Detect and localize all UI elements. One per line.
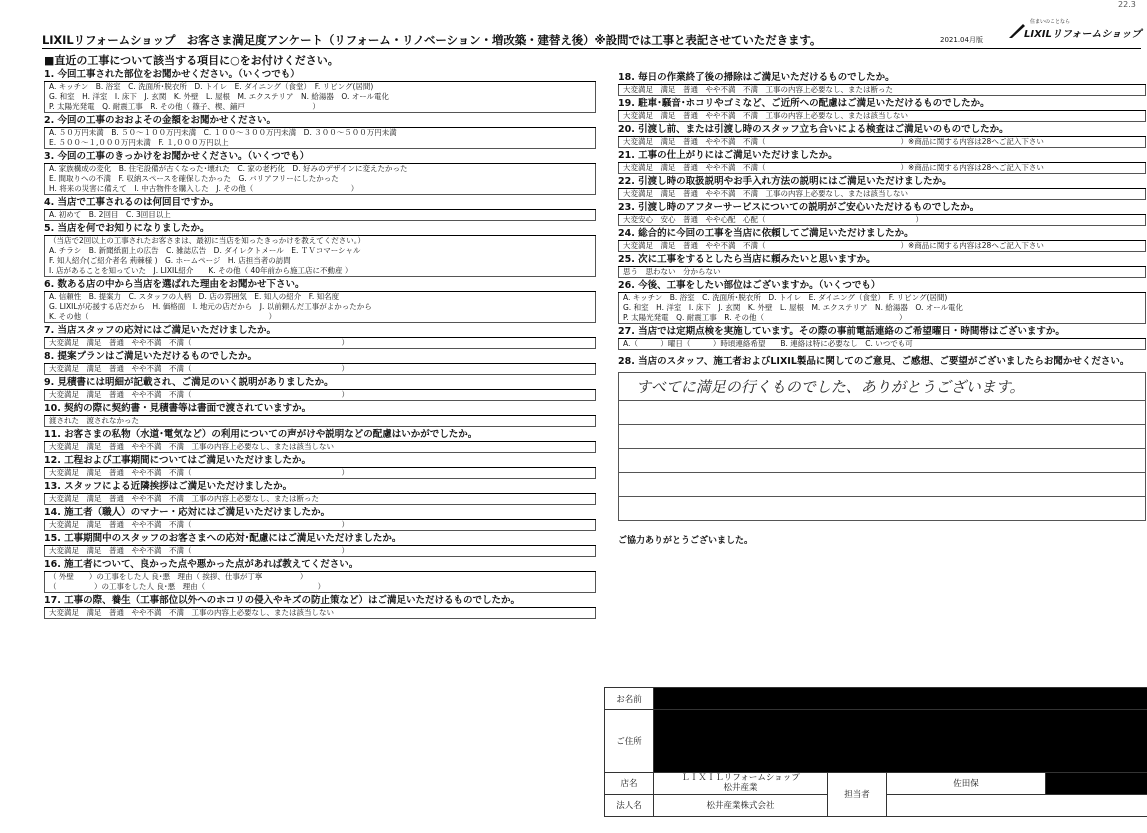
question-title: 5. 当店を何でお知りになりましたか。 xyxy=(44,222,596,236)
comment-line xyxy=(618,425,1146,449)
right-question xyxy=(618,123,1146,148)
answer-row: A. 信頼性 B. 提案力 C. スタッフの人柄 D. 店の雰囲気 E. 知人の紹介 F. 知名度 xyxy=(49,292,340,301)
question-title: 10. 契約の際に契約書・見積書等は書面で渡されていますか。 xyxy=(44,402,596,416)
answer-row: E. ５００～１,０００万円未満 F. １,０００万円以上 xyxy=(49,138,229,147)
right-question xyxy=(618,71,1146,96)
logo-text: LIXILリフォームショップ xyxy=(1024,29,1142,40)
answer-row: 渡された 渡されなかった xyxy=(49,416,139,425)
corp-label: 法人名 xyxy=(605,794,654,816)
answer-row: A. チラシ B. 新聞紙面上の広告 C. 雑誌広告 D. ダイレクトメール E. ＴＶコマーシャル xyxy=(49,246,361,255)
left-question xyxy=(44,222,596,277)
answer-options[interactable] xyxy=(44,128,596,149)
customer-info-table xyxy=(604,687,1147,817)
right-question xyxy=(618,227,1146,252)
answer-row: 大変満足 満足 普通 やや不満 不満 工事の内容上必要なし、または該当しない xyxy=(49,608,334,617)
survey-title: LIXILリフォームショップ お客さま満足度アンケート（リフォーム・リノベーション・増改築・建替え後）※設問では工事と表記させていただきます。 xyxy=(42,33,822,47)
answer-options[interactable] xyxy=(618,189,1146,200)
question-title: 22. 引渡し時の取扱説明やお手入れ方法の説明にはご満足いただけましたか。 xyxy=(618,175,1146,189)
answer-options[interactable] xyxy=(618,137,1146,148)
left-question xyxy=(44,428,596,453)
answer-row: H. 将来の災害に備えて I. 中古物件を購入した J. その他（ ） xyxy=(49,184,359,193)
answer-row: （ ）の工事をした人 良･悪 理由（ ） xyxy=(49,582,326,591)
left-question xyxy=(44,350,596,375)
left-question xyxy=(44,278,596,323)
answer-row: K. その他（ ） xyxy=(49,312,277,321)
answer-options[interactable] xyxy=(44,292,596,323)
answer-options[interactable] xyxy=(618,293,1146,324)
answer-row: 大変満足 満足 普通 やや不満 不満 工事の内容上必要なし、または該当しない xyxy=(49,442,334,451)
question-title: 3. 今回の工事のきっかけをお聞かせください。（いくつでも） xyxy=(44,150,596,164)
question-title: 21. 工事の仕上がりにはご満足いただけましたか。 xyxy=(618,149,1146,163)
answer-row: I. 店があることを知っていた J. LIXIL紹介 K. その他（ 40年前から施工店に不動産 ） xyxy=(49,266,353,275)
left-question xyxy=(44,402,596,427)
answer-options[interactable] xyxy=(618,339,1146,350)
answer-options[interactable] xyxy=(44,210,596,221)
answer-row: G. 和室 H. 洋室 I. 床下 J. 玄関 K. 外壁 L. 屋根 M. エクステリア N. 給湯器 O. オール電化 xyxy=(623,303,964,312)
answer-row: G. 和室 H. 洋室 I. 床下 J. 玄関 K. 外壁 L. 屋根 M. エクステリア N. 給湯器 O. オール電化 xyxy=(49,92,390,101)
answer-options[interactable] xyxy=(44,494,596,505)
answer-options[interactable] xyxy=(618,85,1146,96)
answer-row: 大変満足 満足 普通 やや不満 不満 工事の内容上必要なし、または該当しない xyxy=(623,111,908,120)
question-title: 27. 当店では定期点検を実施しています。その際の事前電話連絡のご希望曜日・時間帯はございますか。 xyxy=(618,325,1146,339)
answer-row: 大変満足 満足 普通 やや不満 不満（ ） xyxy=(49,338,349,347)
question-title: 7. 当店スタッフの応対にはご満足いただけましたか。 xyxy=(44,324,596,338)
answer-row: A. キッチン B. 浴室 C. 洗面所･脱衣所 D. トイレ E. ダイニング（食堂） F. リビング(居間) xyxy=(49,82,374,91)
left-question xyxy=(44,196,596,221)
question-title: 16. 施工者について、良かった点や悪かった点があれば教えてください。 xyxy=(44,558,596,572)
left-question xyxy=(44,376,596,401)
question-title: 8. 提案プランはご満足いただけるものでしたか。 xyxy=(44,350,596,364)
answer-options[interactable] xyxy=(44,468,596,479)
name-label: お名前 xyxy=(605,688,654,710)
question-title: 19. 駐車･騒音･ホコリやゴミなど、ご近所への配慮はご満足いただけるものでしたか。 xyxy=(618,97,1146,111)
left-question xyxy=(44,532,596,557)
answer-row: P. 太陽光発電 Q. 耐震工事 R. その他（ ） xyxy=(623,313,907,322)
right-question xyxy=(618,149,1146,174)
left-question xyxy=(44,594,596,619)
question-title: 13. スタッフによる近隣挨拶はご満足いただけましたか。 xyxy=(44,480,596,494)
survey-header xyxy=(42,32,1141,49)
comment-line xyxy=(618,401,1146,425)
answer-options[interactable] xyxy=(618,111,1146,122)
question-title: 28. 当店のスタッフ、施工者およびLIXIL製品に関してのご意見、ご感想、ご要望がございましたらお聞かせください。 xyxy=(618,356,1130,367)
answer-row: 思う 思わない 分からない xyxy=(623,267,721,276)
right-question xyxy=(618,201,1146,226)
answer-options[interactable] xyxy=(618,163,1146,174)
answer-row: A. 家族構成の変化 B. 住宅設備が古くなった･壊れた C. 家の老朽化 D. 好みのデザインに変えたかった xyxy=(49,164,408,173)
lixil-logo xyxy=(1008,18,1147,46)
left-question xyxy=(44,68,596,113)
answer-row: 大変満足 満足 普通 やや不満 不満（ ） xyxy=(49,390,349,399)
store-value-line1: ＬＩＸＩＬリフォームショップ xyxy=(681,773,800,784)
answer-options[interactable] xyxy=(44,236,596,277)
store-value xyxy=(654,772,828,794)
comment-line xyxy=(618,449,1146,473)
right-question xyxy=(618,175,1146,200)
answer-options[interactable] xyxy=(44,608,596,619)
staff-blank xyxy=(887,794,1147,816)
answer-row: 大変満足 満足 普通 やや不満 不満（ ） xyxy=(49,520,349,529)
answer-row: 大変満足 満足 普通 やや不満 不満 工事の内容上必要なし、または断った xyxy=(623,85,893,94)
question-title: 2. 今回の工事のおおよその金額をお聞かせください。 xyxy=(44,114,596,128)
left-question xyxy=(44,558,596,593)
question-title: 15. 工事期間中のスタッフのお客さまへの応対･配慮にはご満足いただけましたか。 xyxy=(44,532,596,546)
answer-options[interactable] xyxy=(44,520,596,531)
answer-options[interactable] xyxy=(44,390,596,401)
left-column xyxy=(44,68,596,620)
address-field-redacted xyxy=(654,710,1147,772)
answer-options[interactable] xyxy=(618,241,1146,252)
question-title: 25. 次に工事をするとしたら当店に頼みたいと思いますか。 xyxy=(618,253,1146,267)
answer-row: 大変満足 満足 普通 やや不満 不満 工事の内容上必要なし、または断った xyxy=(49,494,319,503)
question-title: 26. 今後、工事をしたい部位はございますか。（いくつでも） xyxy=(618,279,1146,293)
left-question xyxy=(44,150,596,195)
answer-options[interactable] xyxy=(44,442,596,453)
question-title: 23. 引渡し時のアフターサービスについての説明がご安心いただけるものでしたか。 xyxy=(618,201,1146,215)
question-title: 14. 施工者（職人）のマナー・応対にはご満足いただけましたか。 xyxy=(44,506,596,520)
answer-options[interactable] xyxy=(618,267,1146,278)
store-value-line2: 松井産業 xyxy=(723,783,758,794)
version-date: 2021.04月版 xyxy=(940,36,983,44)
answer-row: P. 太陽光発電 Q. 耐震工事 R. その他（ 篠子、楔、鋪戸 ） xyxy=(49,102,320,111)
right-question xyxy=(618,253,1146,278)
answer-options[interactable] xyxy=(44,164,596,195)
staff-extra-redacted xyxy=(1046,772,1147,794)
corp-value: 松井産業株式会社 xyxy=(654,794,828,816)
right-question xyxy=(618,279,1146,324)
answer-row: A. 初めて B. 2回目 C. 3回目以上 xyxy=(49,210,171,219)
left-question xyxy=(44,114,596,149)
comment-area[interactable] xyxy=(618,372,1146,521)
answer-row: （ 外壁 ）の工事をした人 良･悪 理由（ 挨拶、仕事が丁寧 ） xyxy=(49,572,308,581)
address-label: ご住所 xyxy=(605,710,654,772)
left-question xyxy=(44,324,596,349)
answer-options[interactable] xyxy=(44,82,596,113)
answer-row: G. LIXILが応援する店だから H. 価格面 I. 地元の店だから J. 以前頼んだ工事がよかったから xyxy=(49,302,372,311)
question-title: 6. 数ある店の中から当店を選ばれた理由をお聞かせ下さい。 xyxy=(44,278,596,292)
question-title: 18. 毎日の作業終了後の掃除はご満足いただけるものでしたか。 xyxy=(618,71,1146,85)
question-title: 20. 引渡し前、または引渡し時のスタッフ立ち合いによる検査はご満足いのものでしたか。 xyxy=(618,123,1146,137)
comment-line xyxy=(618,473,1146,497)
answer-row: 大変満足 満足 普通 やや不満 不満（ ）※商品に関する内容は28へご記入下さい xyxy=(623,163,1044,172)
answer-row: F. 知人紹介(ご紹介者名 荊棘様 ) G. ホームページ H. 店担当者の訪問 xyxy=(49,256,291,265)
answer-options[interactable] xyxy=(44,338,596,349)
answer-row: 大変満足 満足 普通 やや不満 不満（ ） xyxy=(49,546,349,555)
left-question xyxy=(44,480,596,505)
question-title: 17. 工事の際、養生（工事部位以外へのホコリの侵入やキズの防止策など）はご満足いただけるものでしたか。 xyxy=(44,594,596,608)
answer-row: A.（ ）曜日（ ）時頃連絡希望 B. 連絡は特に必要なし C. いつでも可 xyxy=(623,339,913,348)
handwritten-memo: 22.3 xyxy=(1118,0,1136,9)
left-question xyxy=(44,506,596,531)
answer-options[interactable] xyxy=(44,364,596,375)
answer-row: A. キッチン B. 浴室 C. 洗面所･脱衣所 D. トイレ E. ダイニング（食堂） F. リビング(居間) xyxy=(623,293,948,302)
comment-line xyxy=(618,497,1146,521)
store-label: 店名 xyxy=(605,772,654,794)
right-questions xyxy=(618,71,1146,350)
question-title: 24. 総合的に今回の工事を当店に依頼してご満足いただけましたか。 xyxy=(618,227,1146,241)
answer-options[interactable] xyxy=(44,546,596,557)
question-title: 12. 工程および工事期間についてはご満足いただけましたか。 xyxy=(44,454,596,468)
handwritten-comment: すべてに満足の行くものでした、ありがとうございます。 xyxy=(636,378,1025,396)
thanks-message: ご協力ありがとうございました。 xyxy=(618,536,754,546)
answer-options[interactable] xyxy=(618,215,1146,226)
right-question xyxy=(618,325,1146,350)
staff-label: 担当者 xyxy=(828,772,887,816)
left-question xyxy=(44,454,596,479)
name-field-redacted xyxy=(654,688,1147,710)
answer-row: A. ５０万円未満 B. ５０～１００万円未満 C. １００～３００万円未満 D. ３００～５００万円未満 xyxy=(49,128,397,137)
answer-options[interactable] xyxy=(44,416,596,427)
question-title: 4. 当店で工事されるのは何回目ですか。 xyxy=(44,196,596,210)
answer-row: 大変満足 満足 普通 やや不満 不満（ ）※商品に関する内容は28へご記入下さい xyxy=(623,137,1044,146)
question-title: 1. 今回工事された部位をお聞かせください。（いくつでも） xyxy=(44,68,596,82)
question-28 xyxy=(618,355,1146,546)
staff-value: 佐田保 xyxy=(887,772,1046,794)
answer-row: 大変満足 満足 普通 やや不満 不満（ ） xyxy=(49,468,349,477)
answer-row: 大変満足 満足 普通 やや不満 不満（ ）※商品に関する内容は28へご記入下さい xyxy=(623,241,1044,250)
answer-row: 大変満足 満足 普通 やや不満 不満（ ） xyxy=(49,364,349,373)
answer-row: E. 間取りへの不満 F. 収納スペースを確保したかった G. バリアフリーにしたかった xyxy=(49,174,339,183)
question-title: 11. お客さまの私物（水道･電気など）の利用についての声がけや説明などの配慮はいかがでしたか。 xyxy=(44,428,596,442)
answer-options[interactable] xyxy=(44,572,596,593)
logo-tagline: 住まいのことなら xyxy=(1030,19,1071,25)
answer-row: 大変満足 満足 普通 やや不満 不満 工事の内容上必要なし、または該当しない xyxy=(623,189,908,198)
answer-row: （当店で2回以上の工事されたお客さまは、最初に当店を知ったきっかけを教えてください。） xyxy=(49,236,366,245)
instruction: ■直近の工事について該当する項目に○をお付けください。 xyxy=(44,54,339,67)
question-title: 9. 見積書には明細が記載され、ご満足のいく説明がありましたか。 xyxy=(44,376,596,390)
right-question xyxy=(618,97,1146,122)
right-column xyxy=(618,71,1146,547)
answer-row: 大変安心 安心 普通 やや心配 心配（ ） xyxy=(623,215,923,224)
